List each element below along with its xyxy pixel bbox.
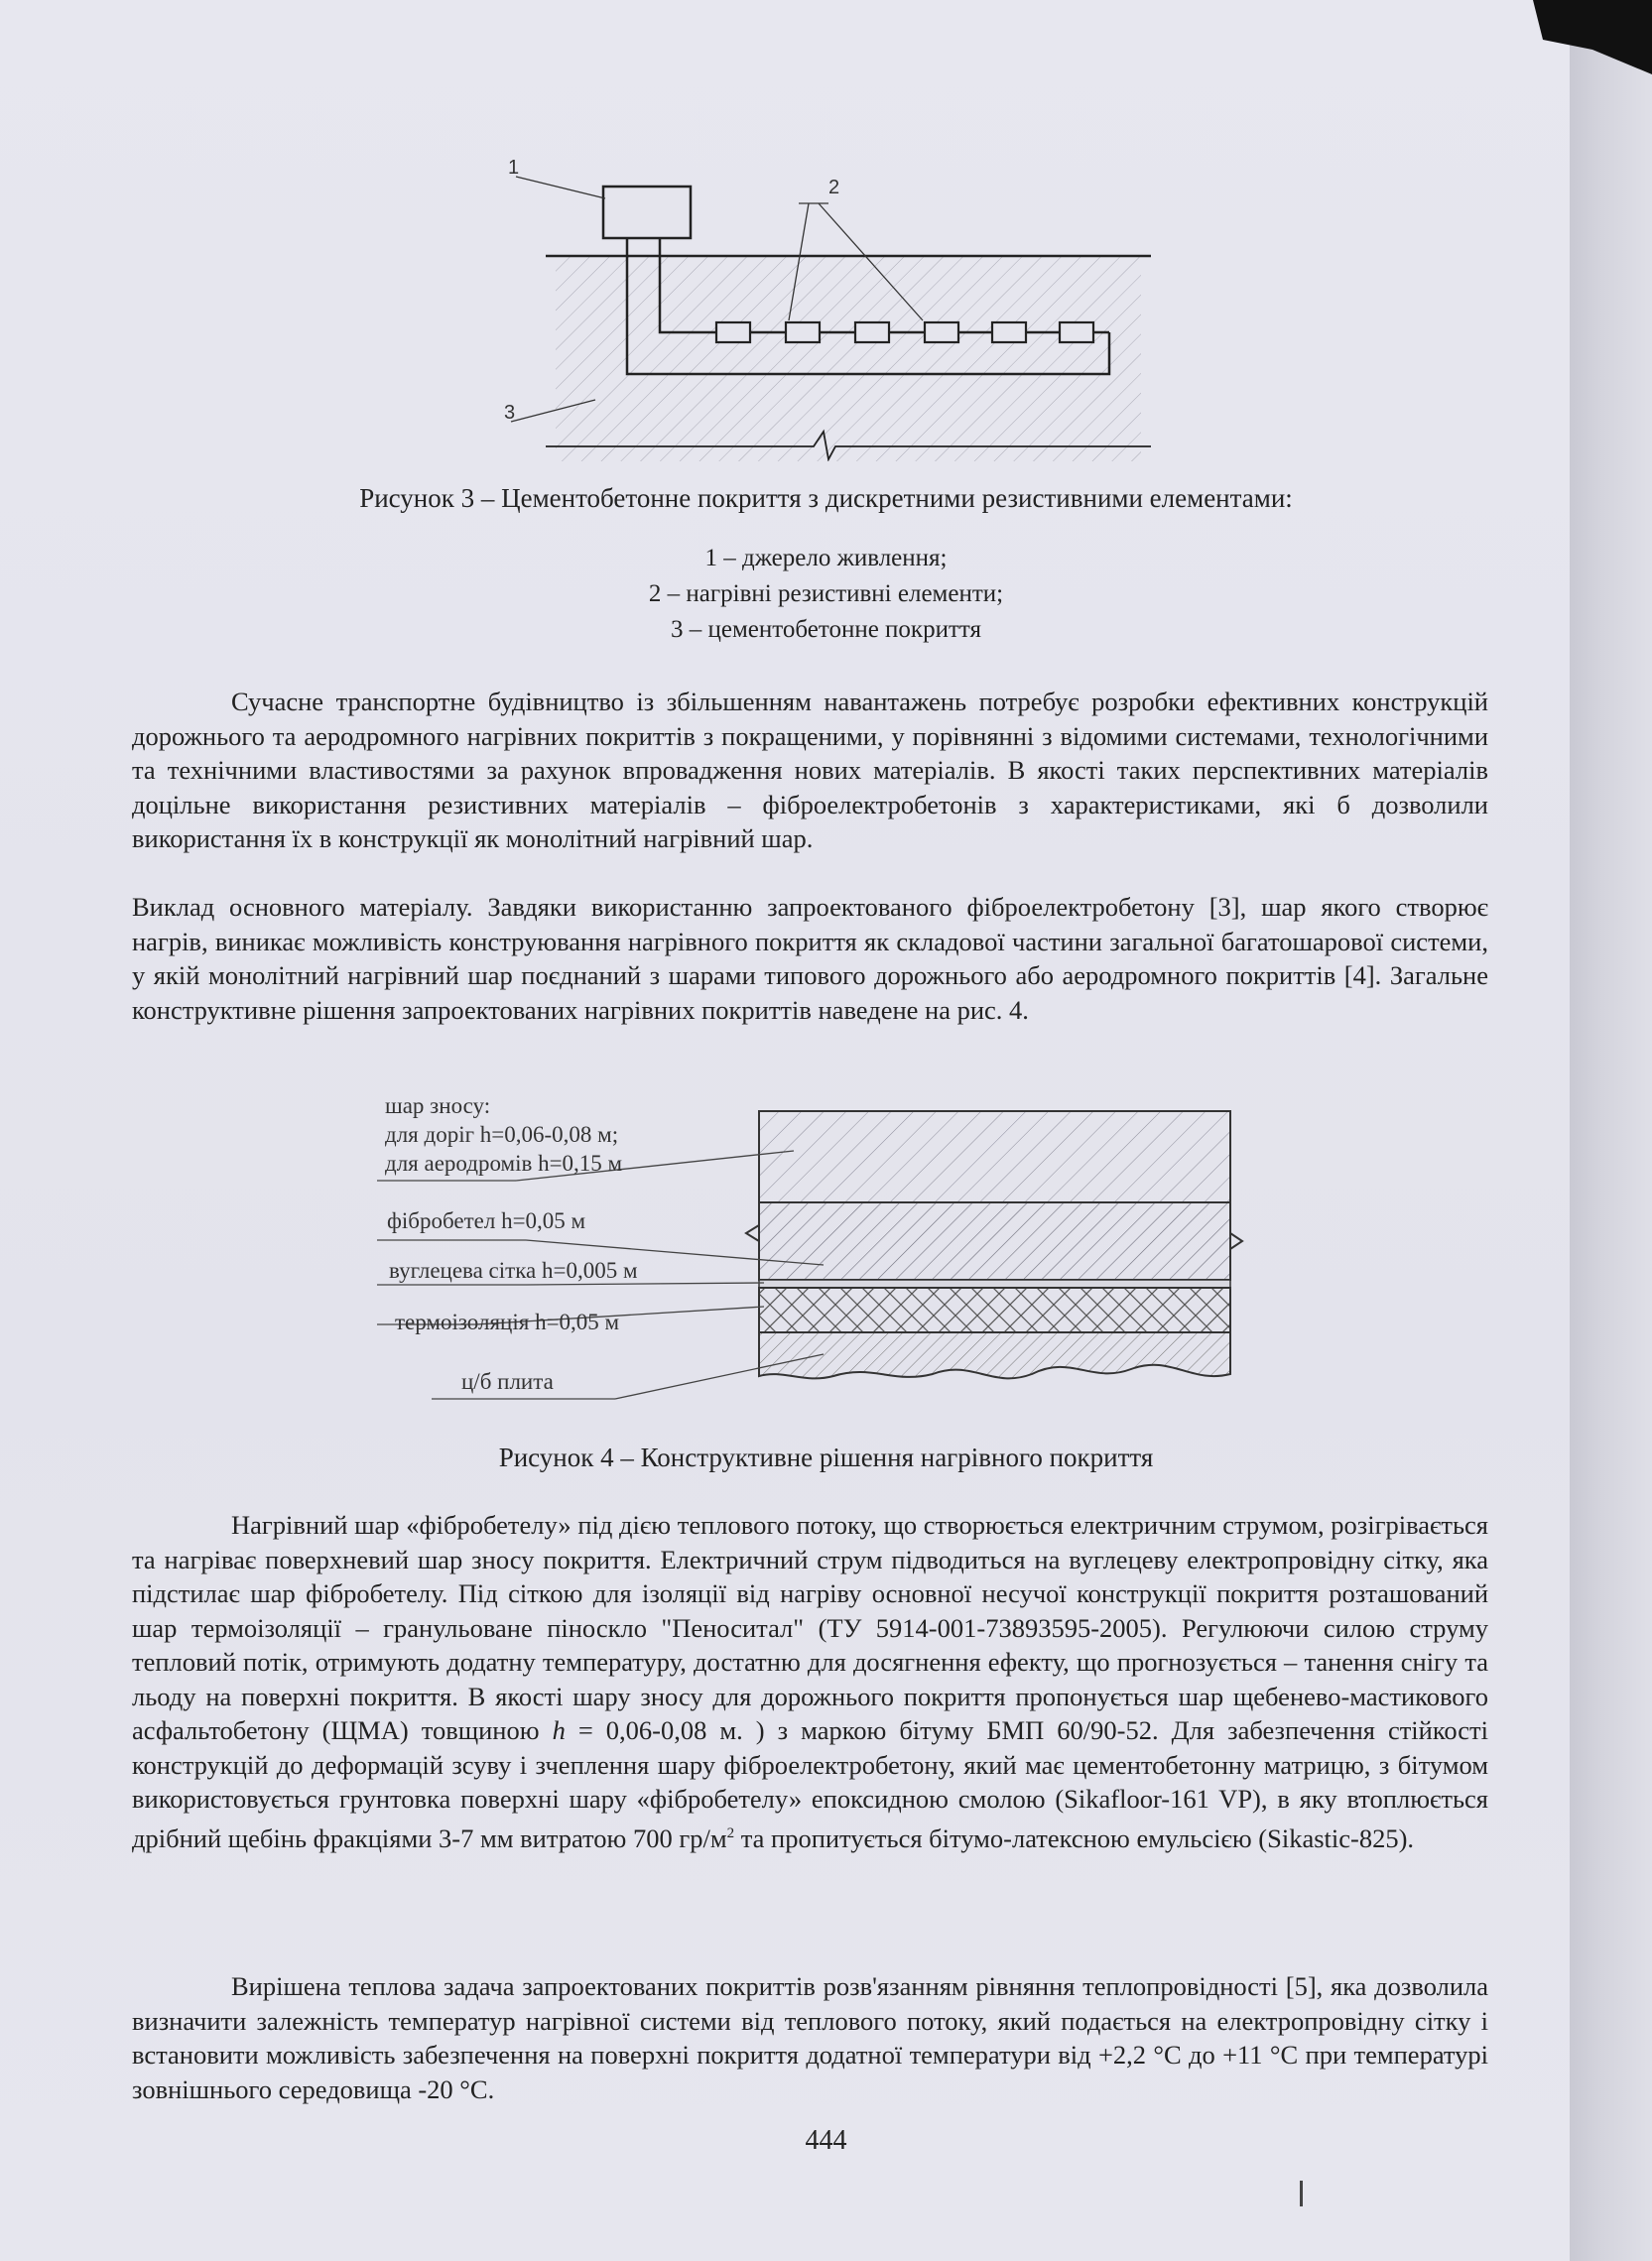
layer-label-wear-airfields: для аеродромів h=0,15 м [385, 1151, 623, 1176]
paragraph-main-material: Виклад основного матеріалу. Завдяки використанню запроектованого фіброелектробетону [3], шар якого створює нагрів, виникає можливість конструювання нагрівного покриття як складової частини загальної багатошарової системи, у якій монолітний нагрівний шар поєднаний з шарами типового дорожнього або аеродромного покриттів [4]. Загальне конструктивне рішення запроектованих нагрівних покриттів наведене на рис. 4. [132, 892, 1488, 1025]
power-source-box [603, 187, 691, 238]
layer-label-wear-title: шар зносу: [385, 1093, 491, 1118]
superscript-2: 2 [726, 1824, 735, 1841]
legend-item: 1 – джерело живлення; [704, 545, 948, 571]
folded-corner [1533, 0, 1652, 74]
p3-text-start: Нагрівний шар «фібробетелу» під дією теплового потоку, що створюється електричним струмом, розігрівається та нагріває поверхневий шар зносу покриття. Електричний струм підводиться на вуглецеву електропровідну сітку, яка підстилає шар фібробетелу. Під сіткою для ізоляції від нагріву основної несучої конструкції покриття розташований шар термоізоляції – гранульоване піноскло "Пеноситал" (ТУ 5914-001-73893595-2005). Регулюючи силою струму тепловий потік, отримують додатну температуру, достатню для досягнення ефекту, що прогнозується – танення снігу та льоду на поверхні покриття. В якості шару зносу для дорожнього покриття пропонується шар щебенево-мастикового асфальтобетону (ЩМА) товщиною [132, 1510, 1488, 1745]
fig3-label-1: 1 [508, 157, 520, 179]
layer-label-carbon-mesh: вуглецева сітка h=0,005 м [389, 1258, 638, 1283]
legend-item: 2 – нагрівні резистивні елементи; [648, 580, 1004, 607]
fig3-label-2: 2 [828, 177, 840, 198]
layer-label-thermal-insulation: термоізоляція h=0,05 м [395, 1310, 620, 1334]
p3-text-mid: = 0,06-0,08 м. ) з маркою бітуму БМП 60/90-52. Для забезпечення стійкості конструкцій до деформацій зсуву і зчеплення шару фіброелектробетону, який має цементобетонну матрицю, з бітумом використовується грунтовка поверхні шару «фібробетелу» епоксидною смолою (Sikafloor-161 VP), в яку втоплюється дрібний щебінь фракціями 3-7 мм витратою 700 гр/м [132, 1715, 1488, 1853]
paragraph-intro: Сучасне транспортне будівництво із збільшенням навантажень потребує розробки ефективних конструкцій дорожнього та аеродромного нагрівних покриттів з покращеними, у порівнянні з відомими системами, технологічними та технічними властивостями за рахунок впровадження нових матеріалів. В якості таких перспективних матеріалів доцільне використання резистивних матеріалів – фіброелектробетонів з характеристиками, які б дозволили використання їх в конструкції як монолітний нагрівний шар. [132, 687, 1488, 853]
figure-3-diagram [486, 144, 1181, 461]
fig3-label-3: 3 [504, 402, 516, 424]
p3-text-end: та пропитується бітумо-латексною емульсією (Sikastic-825). [734, 1822, 1415, 1853]
scan-edge-shadow [1570, 0, 1652, 2261]
scan-mark [1300, 2181, 1303, 2206]
paragraph-thermal-task: Вирішена теплова задача запроектованих покриттів розв'язанням рівняння теплопровідності [5], яка дозволила визначити залежність температур нагрівної системи від теплового потоку, який подається на електропровідну сітку і встановити можливість забезпечення на поверхні покриття додатної температури від +2,2 °С до +11 °С при температурі зовнішнього середовища -20 °С. [132, 1971, 1488, 2104]
figure-3-caption: Рисунок 3 – Цементобетонне покриття з дискретними резистивними елементами: [359, 483, 1293, 513]
h-symbol: h [552, 1715, 566, 1745]
layer-label-concrete-slab: ц/б плита [461, 1369, 554, 1394]
page-number: 444 [805, 2125, 847, 2156]
figure-3-legend [0, 541, 1652, 648]
layer-label-wear-roads: для доріг h=0,06-0,08 м; [385, 1122, 619, 1147]
paragraph-heating-layer [132, 1508, 1488, 1855]
figure-4-caption: Рисунок 4 – Конструктивне рішення нагрівного покриття [498, 1443, 1154, 1472]
layer-label-fibrobetel: фібробетел h=0,05 м [387, 1208, 586, 1233]
legend-item: 3 – цементобетонне покриття [671, 616, 981, 643]
